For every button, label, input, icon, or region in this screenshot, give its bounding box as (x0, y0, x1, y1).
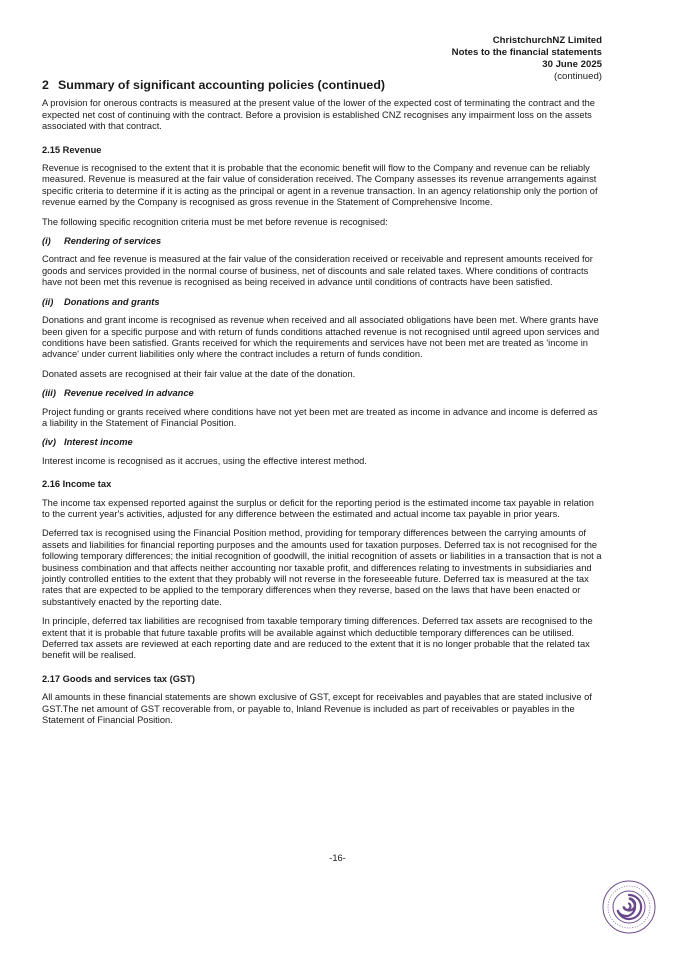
page-number: -16- (329, 853, 346, 863)
revenue-heading: 2.15 Revenue (42, 144, 102, 155)
revenue-advance-paragraph: Project funding or grants received where conditions have not yet been met are treated as income in advance and income is deferred as a liability in the Statement of Financial Position. (42, 406, 598, 428)
interest-income-paragraph: Interest income is recognised as it accrues, using the effective interest method. (42, 455, 367, 466)
header-company: ChristchurchNZ Limited (492, 35, 602, 46)
subheading-donations-grants (42, 297, 603, 308)
donations-grants-paragraph-1: Donations and grant income is recognised as revenue when received and all associated obligations have been met. Where grants have been given for a specific purpose and with return of funds conditions attached revenue is not recognised until agreed upon services and conditions have been satisfied. Grants received for which the requirements and services have not been met are treated as 'income in advance' under current liabilities only where the contract includes a return of funds condition. (42, 315, 600, 360)
donations-grants-paragraph-2: Donated assets are recognised at their fair value at the date of the donation. (42, 368, 356, 379)
header-subtitle: Notes to the financial statements (451, 47, 602, 58)
header-date: 30 June 2025 (542, 59, 602, 70)
revenue-paragraph-1: Revenue is recognised to the extent that it is probable that the economic benefit will flow to the Company and revenue can be reliably measured. Revenue is measured at the fair value of consideration received. The Company assesses its revenue arrangements against specific criteria to determine if it is acting as the principal or agent in a revenue transaction. In an agency relationship only the portion of revenue earned by the Company is recognised as gross revenue in the Statement of Comprehensive Income. (42, 163, 598, 208)
section-number: 2 (42, 78, 49, 92)
subheading-title: Interest income (64, 437, 133, 448)
section-heading (42, 80, 603, 91)
intro-paragraph: A provision for onerous contracts is measured at the present value of the lower of the expected cost of terminating the contract and the expected net cost of continuing with the contract. Before a provision is established CNZ recognises any impairment loss on the assets associated with that contract. (42, 98, 595, 132)
subheading-revenue-advance (42, 388, 603, 399)
subheading-title: Rendering of services (64, 236, 162, 247)
subheading-title: Revenue received in advance (64, 388, 194, 399)
company-seal-icon (601, 879, 657, 935)
subheading-number: (iv) (42, 437, 56, 448)
section-title: Summary of significant accounting policies (continued) (58, 78, 386, 92)
income-tax-paragraph-1: The income tax expensed reported against the surplus or deficit for the reporting period is the estimated income tax payable in relation to the current year's activities, adjusted for any difference between the estimated and actual income tax payable in prior years. (42, 497, 594, 519)
subheading-number: (iii) (42, 388, 56, 399)
seal-graphic (601, 879, 657, 935)
gst-paragraph: All amounts in these financial statements are shown exclusive of GST, except for receivables and payables that are stated inclusive of GST.The net amount of GST recoverable from, or payable to, Inland Revenue is included as part of receivables or payables in the Statement of Financial Position. (42, 692, 592, 726)
subheading-interest-income (42, 437, 603, 448)
rendering-services-paragraph: Contract and fee revenue is measured at the fair value of the consideration received or receivable and represent amounts received for goods and services provided in the normal course of business, net of discounts and sale related taxes. Where conditions of contracts have not been met this revenue is recognised as being received in advance until conditions of contracts have been satisfied. (42, 254, 593, 288)
document-body (42, 80, 603, 734)
revenue-paragraph-2: The following specific recognition criteria must be met before revenue is recognised: (42, 216, 388, 227)
income-tax-paragraph-2: Deferred tax is recognised using the Financial Position method, providing for temporary differences between the carrying amounts of assets and liabilities for financial reporting purposes and the amounts used for taxation purposes. Deferred tax is not recognised for the following temporary differences; the initial recognition of goodwill, the initial recognition of assets or liabilities in a transaction that is not a business combination and that affects neither accounting nor taxable profit, and differences relating to investments in subsidiaries and jointly controlled entities to the extent that they probably will not reverse in the foreseeable future. Deferred tax is measured at the tax rates that are expected to be applied to the temporary differences when they reverse, based on the laws that have been enacted or substantively enacted by the reporting date. (42, 528, 602, 607)
subheading-rendering-services (42, 236, 603, 247)
subheading-number: (ii) (42, 296, 54, 307)
income-tax-paragraph-3: In principle, deferred tax liabilities are recognised from taxable temporary timing differences. Deferred tax assets are recognised to the extent that it is probable that future taxable profits will be available against which deductible temporary differences can be utilised. Deferred tax assets are reviewed at each reporting date and are reduced to the extent that it is no longer probable that the related tax benefit will be realised. (42, 616, 593, 661)
income-tax-heading: 2.16 Income tax (42, 479, 112, 490)
header-continued: (continued) (554, 71, 602, 82)
subheading-number: (i) (42, 236, 51, 247)
gst-heading: 2.17 Goods and services tax (GST) (42, 673, 195, 684)
subheading-title: Donations and grants (64, 296, 160, 307)
page-header (452, 35, 602, 83)
